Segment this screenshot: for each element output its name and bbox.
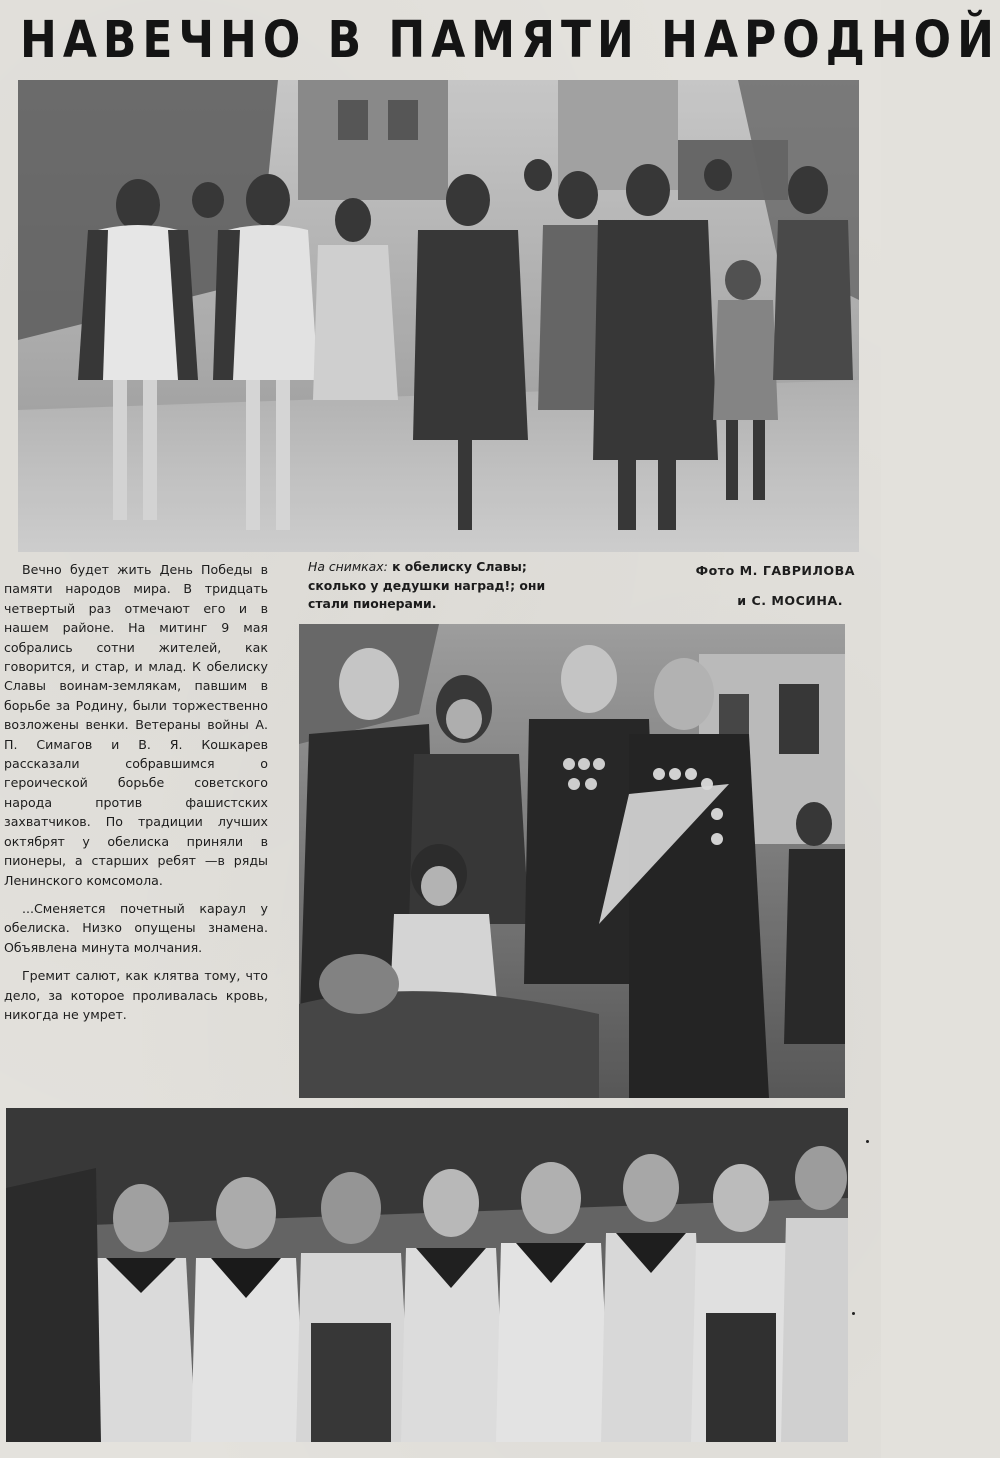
print-speck [852, 1312, 855, 1315]
photo-pioneers [6, 1108, 848, 1442]
article-text [4, 560, 268, 1033]
photo-caption [308, 558, 570, 614]
credit-line-2: и С. МОСИНА. [737, 593, 843, 608]
article-paragraph: Гремит салют, как клятва тому, что дело, за которое проливалась кровь, никогда не умрет. [4, 968, 268, 1022]
headline: НАВЕЧНО В ПАМЯТИ НАРОДНОЙ [20, 11, 1000, 70]
caption-lead: На снимках: [308, 559, 388, 574]
article-paragraph: Вечно будет жить День Победы в памяти народов мира. В тридцать четвертый раз отмечают его и в нашем районе. На митинг 9 мая собрались сотни жителей, как говорится, и стар, и млад. К обелиску Славы воинам-землякам, павшим в борьбе за Родину, были торжественно возложены венки. Ветераны войны А. П. Симагов и В. Я. Кошкарев рассказали собравшимся о героической борьбе советского народа против фашистских захватчиков. По традиции лучших октябрят у обелиска приняли в пионеры, а старших ребят —в ряды Ленинского комсомола. [4, 562, 268, 888]
photo-veterans [299, 624, 845, 1098]
print-speck [866, 1140, 869, 1143]
credit-line-1: Фото М. ГАВРИЛОВА [695, 563, 855, 578]
caption-text: к обелиску Славы; сколько у дедушки наград!; они стали пионерами. [308, 559, 546, 611]
photo-credit [600, 556, 855, 616]
photo-procession [18, 80, 859, 552]
article-paragraph: ...Сменяется почетный караул у обелиска. Низко опущены знамена. Объявлена минута молчания. [4, 900, 268, 955]
